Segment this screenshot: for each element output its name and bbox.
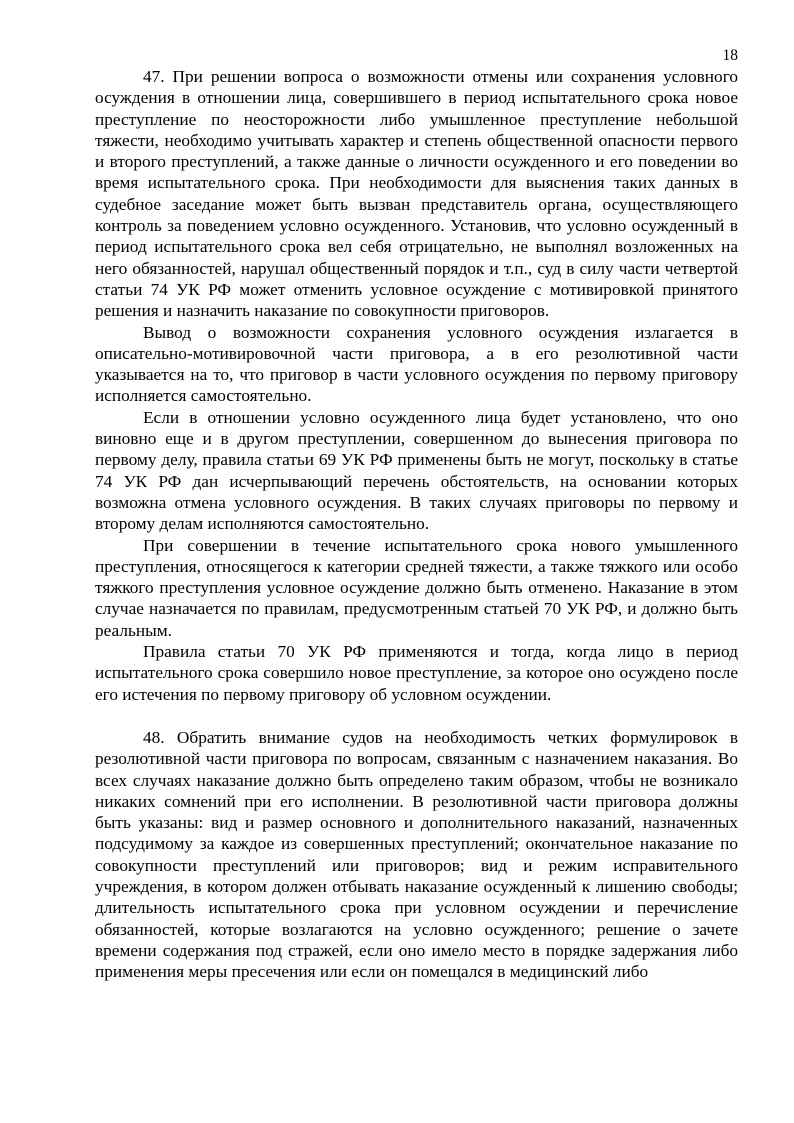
document-body <box>95 66 738 982</box>
paragraph-48: 48. Обратить внимание судов на необходимость четких формулировок в резолютивной части приговора по вопросам, связанным с назначением наказания. Во всех случаях наказание должно быть определено таким образом, чтобы не возникало никаких сомнений при его исполнении. В резолютивной части приговора должны быть указаны: вид и размер основного и дополнительного наказаний, назначенных подсудимому за каждое из совершенных преступлений; окончательное наказание по совокупности преступлений или приговоров; вид и режим исправительного учреждения, в котором должен отбывать наказание осужденный к лишению свободы; длительность испытательного срока при условном осуждении и перечисление обязанностей, которые возлагаются на условно осужденного; решение о зачете времени содержания под стражей, если оно имело место в порядке задержания либо применения меры пресечения или если он помещался в медицинский либо <box>95 727 738 982</box>
paragraph-new-intentional-crime: При совершении в течение испытательного срока нового умышленного преступления, относящегося к категории средней тяжести, а также тяжкого или особо тяжкого преступления условное осуждение должно быть отменено. Наказание в этом случае назначается по правилам, предусмотренным статьей 70 УК РФ, и должно быть реальным. <box>95 535 738 640</box>
paragraph-article-70-rules: Правила статьи 70 УК РФ применяются и тогда, когда лицо в период испытательного срока совершило новое преступление, за которое оно осуждено после его истечения по первому приговору об условном осуждении. <box>95 642 738 704</box>
paragraph-47: 47. При решении вопроса о возможности отмены или сохранения условного осуждения в отношении лица, совершившего в период испытательного срока новое преступление по неосторожности либо умышленное преступление небольшой тяжести, необходимо учитывать характер и степень общественной опасности первого и второго преступлений, а также данные о личности осужденного и его поведении во время испытательного срока. При необходимости для выяснения таких данных в судебное заседание может быть вызван представитель органа, осуществляющего контроль за поведением условно осужденного. Установив, что условно осужденный в период испытательного срока вел себя отрицательно, не выполнял возложенных на него обязанностей, нарушал общественный порядок и т.п., суд в силу части четвертой статьи 74 УК РФ может отменить условное осуждение с мотивировкой принятого решения и назначить наказание по совокупности приговоров. <box>95 67 738 321</box>
page-number: 18 <box>722 47 738 64</box>
paragraph-another-crime: Если в отношении условно осужденного лица будет установлено, что оно виновно еще и в другом преступлении, совершенном до вынесения приговора по первому делу, правила статьи 69 УК РФ применены быть не могут, поскольку в статье 74 УК РФ дан исчерпывающий перечень обстоятельств, на основании которых возможна отмена условного осуждения. В таких случаях приговоры по первому и второму делам исполняются самостоятельно. <box>95 407 738 534</box>
paragraph-conclusion-conditional-sentence: Вывод о возможности сохранения условного осуждения излагается в описательно-мотивировочной части приговора, а в его резолютивной части указывается на то, что приговор в части условного осуждения по первому приговору исполняется самостоятельно. <box>95 322 738 406</box>
